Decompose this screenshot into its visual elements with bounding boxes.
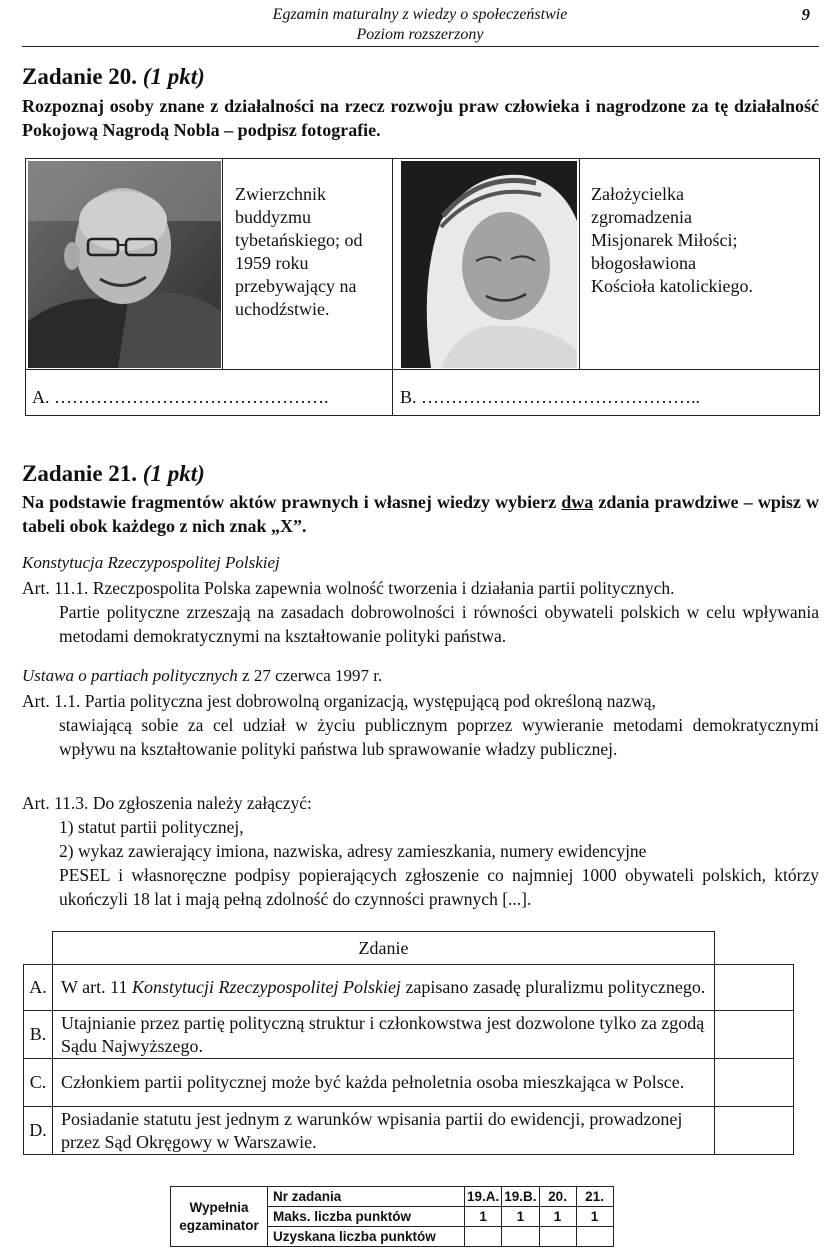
task21-instruction-emphasis: dwa <box>561 492 594 512</box>
task20-table <box>25 158 820 416</box>
art2-item2-first: 2) wykaz zawierający imiona, nazwiska, adresy zamieszkania, numery ewidencyjne <box>59 841 647 861</box>
task20-instruction: Rozpoznaj osoby znane z działalności na rzecz rozwoju praw człowieka i nagrodzone za tę działalność Pokojową Nagrodą Nobla – podpisz fotografie. <box>22 96 819 140</box>
page-number: 9 <box>801 5 810 24</box>
art1-rest: stawiającą sobie za cel udział w życiu publicznym poprzez wywieranie metodami demokratycznymi wpływu na kształtowanie polityki państwa lub sprawowanie władzy publicznej. <box>59 715 819 759</box>
table-row <box>24 965 794 1011</box>
row-label-task-number: Nr zadania <box>268 1187 465 1207</box>
row-letter: A. <box>24 965 53 1011</box>
examiner-label-line2: egzaminator <box>179 1217 259 1233</box>
caption-a-line: przebywający na <box>235 276 357 296</box>
task21-title-main: Zadanie 21. <box>22 461 143 486</box>
examiner-label-line1: Wypełnia <box>189 1199 249 1215</box>
answer-field-b[interactable]: B. ……………………………………….. <box>400 387 701 407</box>
table-row <box>24 1059 794 1107</box>
caption-b-line: Misjonarek Miłości; <box>591 230 738 250</box>
task21-instruction <box>22 490 819 538</box>
row-letter: C. <box>24 1059 53 1107</box>
task-number-cell: 20. <box>539 1187 576 1207</box>
task21-title-points: (1 pkt) <box>142 461 205 486</box>
caption-person-a <box>235 183 362 321</box>
row-b-checkbox[interactable] <box>715 1011 794 1059</box>
earned-points-cell[interactable] <box>576 1227 613 1247</box>
row-a-italic: Konstytucji Rzeczypospolitej Polskiej <box>131 977 401 997</box>
earned-points-cell[interactable] <box>502 1227 539 1247</box>
row-c-checkbox[interactable] <box>715 1059 794 1107</box>
row-letter: B. <box>24 1011 53 1059</box>
examiner-label <box>171 1187 268 1247</box>
row-label-max-points: Maks. liczba punktów <box>268 1207 465 1227</box>
answer-field-a[interactable]: A. ………………………………………. <box>32 387 329 407</box>
earned-points-cell[interactable] <box>539 1227 576 1247</box>
task-number-cell: 19.B. <box>502 1187 539 1207</box>
source2-date: z 27 czerwca 1997 r. <box>237 666 383 685</box>
task-number-cell: 19.A. <box>465 1187 502 1207</box>
caption-b-line: zgromadzenia <box>591 207 692 227</box>
caption-person-b <box>591 183 753 298</box>
caption-b-line: Założycielka <box>591 184 684 204</box>
row-statement: Utajnianie przez partię polityczną struktur i członkowstwa jest dozwolone tylko za zgodą Sądu Najwyższego. <box>53 1011 715 1059</box>
task20-title-points: (1 pkt) <box>142 64 205 89</box>
caption-b-line: Kościoła katolickiego. <box>591 276 753 296</box>
header-exam-title: Egzamin maturalny z wiedzy o społeczeństwie <box>272 6 568 23</box>
caption-a-line: Zwierzchnik <box>235 184 326 204</box>
source1-art-rest: Partie polityczne zrzeszają na zasadach dobrowolności i równości obywateli polskich w celu wpływania metodami demokratycznymi na kształtowanie polityki państwa. <box>59 602 819 646</box>
source1-title: Konstytucja Rzeczypospolitej Polskiej <box>22 553 280 572</box>
source2-title: Ustawa o partiach politycznych <box>22 666 238 685</box>
task21-instruction-part1: Na podstawie fragmentów aktów prawnych i własnej wiedzy wybierz <box>22 492 562 512</box>
table-row <box>24 1107 794 1155</box>
caption-a-line: buddyzmu <box>235 207 311 227</box>
examiner-table <box>170 1186 614 1247</box>
photo-person-a <box>28 161 221 368</box>
task20-title-main: Zadanie 20. <box>22 64 143 89</box>
max-points-cell: 1 <box>576 1207 613 1227</box>
art2-item1: 1) statut partii politycznej, <box>59 817 244 837</box>
header-level: Poziom rozszerzony <box>356 26 484 43</box>
row-a-checkbox[interactable] <box>715 965 794 1011</box>
max-points-cell: 1 <box>539 1207 576 1227</box>
row-label-earned-points: Uzyskana liczba punktów <box>268 1227 465 1247</box>
photo-person-b <box>401 161 577 368</box>
caption-b-line: błogosławiona <box>591 253 696 273</box>
source1-art-line1: Rzeczpospolita Polska zapewnia wolność tworzenia i działania partii politycznych. <box>92 578 675 598</box>
row-statement: Członkiem partii politycznej może być każda pełnoletnia osoba mieszkająca w Polsce. <box>53 1059 715 1107</box>
art2-item2-rest: PESEL i własnoręczne podpisy popierających zgłoszenie co najmniej 1000 obywateli polskich, którzy ukończyli 18 lat i mają pełną zdolność do czynności prawnych [...]. <box>59 865 819 909</box>
task21-table <box>23 931 794 1155</box>
source1-art-label: Art. 11.1. <box>22 578 93 598</box>
earned-points-cell[interactable] <box>465 1227 502 1247</box>
source2-article2 <box>22 791 819 911</box>
art1-first: Partia polityczna jest dobrowolną organizacją, występującą pod określoną nazwą, <box>84 691 656 711</box>
art1-label: Art. 1.1. <box>22 691 85 711</box>
header-rule <box>22 46 819 47</box>
caption-a-line: 1959 roku <box>235 253 309 273</box>
row-letter: D. <box>24 1107 53 1155</box>
art2-text: Do zgłoszenia należy załączyć: <box>92 793 312 813</box>
source2-title-line <box>22 664 382 688</box>
source2-article1 <box>22 689 819 761</box>
row-statement <box>53 965 715 1011</box>
table-header-statement: Zdanie <box>53 932 715 965</box>
row-statement: Posiadanie statutu jest jednym z warunków wpisania partii do ewidencji, prowadzonej przez Sąd Okręgowy w Warszawie. <box>53 1107 715 1155</box>
task20-title <box>22 64 205 90</box>
max-points-cell: 1 <box>465 1207 502 1227</box>
caption-a-line: tybetańskiego; od <box>235 230 363 250</box>
source1-article <box>22 576 819 648</box>
task-number-cell: 21. <box>576 1187 613 1207</box>
task21-instruction-part2: zdania prawdziwe – wpisz w tabeli obok każdego z nich znak „X”. <box>22 492 819 536</box>
row-a-text: W art. 11 <box>61 977 132 997</box>
row-a-text-after: zapisano zasadę pluralizmu politycznego. <box>400 977 706 997</box>
row-d-checkbox[interactable] <box>715 1107 794 1155</box>
table-row <box>24 1011 794 1059</box>
art2-label: Art. 11.3. <box>22 793 93 813</box>
caption-a-line: uchodźstwie. <box>235 299 330 319</box>
task21-title <box>22 461 205 487</box>
max-points-cell: 1 <box>502 1207 539 1227</box>
